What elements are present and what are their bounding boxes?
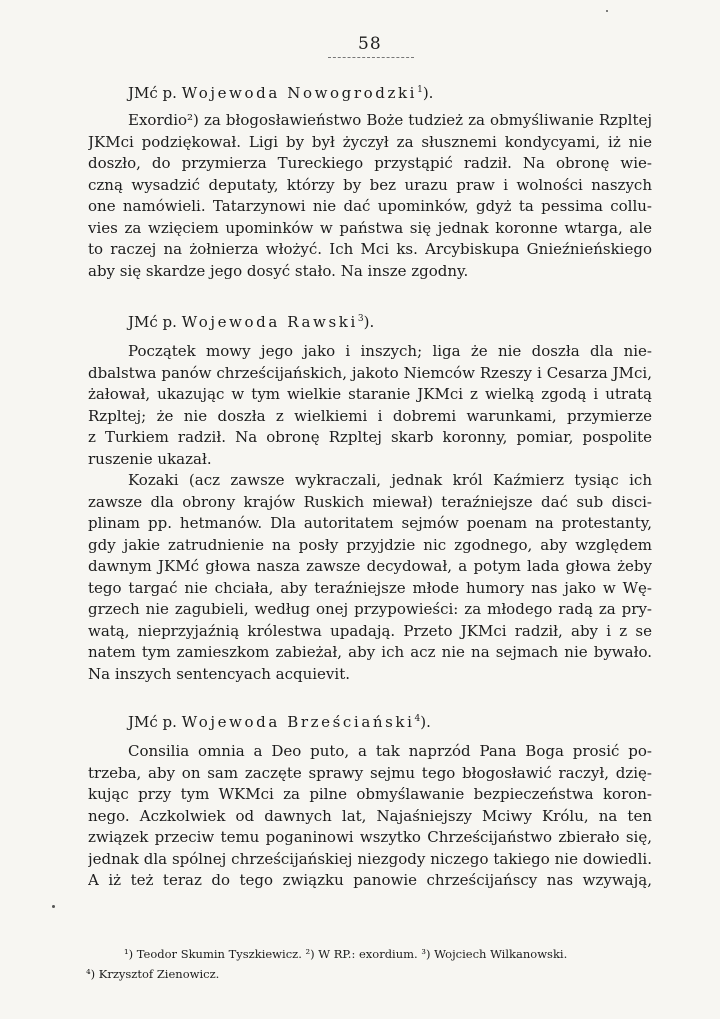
heading-prefix: JMć p.: [128, 713, 177, 731]
text-line: zawsze dla obrony krajów Ruskich miewał) teraźniejsze dać sub disci-: [88, 492, 652, 511]
heading-name: Wojewoda Nowogrodzki: [181, 84, 418, 102]
text-line: vies za wzięciem upominków w państwa się jednak koronne wtarga, ale: [88, 218, 652, 237]
page-number: 58: [358, 34, 382, 54]
heading-footnote-mark: 4: [414, 714, 421, 724]
footnotes: [86, 944, 652, 984]
heading-footnote-mark: 3: [357, 314, 364, 324]
text-line: związek przeciw temu poganinowi wszytko Chrześcijaństwo zbierało się,: [88, 828, 652, 846]
section-heading-nowogrodzki: [128, 82, 433, 104]
text-line: jednak dla spólnej chrześcijańskiej niezgody niczego takiego nie dowiedli.: [88, 849, 652, 868]
text-line: dawnym JKMć głowa nasza zawsze decydował, a potym lada głowa żeby: [88, 557, 652, 575]
text-line: to raczej na żołnierza włożyć. Ich Mci ks. Arcybiskupa Gnieźnieńskiego: [88, 240, 652, 258]
text-line: one namówieli. Tatarzynowi nie dać upominków, gdyż ta pessima collu-: [88, 197, 652, 215]
section-heading-brzescianski: [128, 711, 431, 733]
scan-speck: [52, 905, 55, 908]
text-line: grzech nie zagubieli, według onej przypowieści: za młodego radą za pry-: [88, 600, 652, 618]
heading-footnote-mark: 1: [417, 85, 423, 95]
text-line: Exordio²) za błogosławieństwo Boże tudzież za obmyśliwanie Rzpltej: [128, 111, 652, 129]
text-line: czną wysadzić deputaty, którzy by bez urazu praw i wolności naszych: [88, 175, 652, 194]
section-heading-rawski: [128, 311, 374, 333]
page-number-rule: [328, 57, 414, 58]
heading-prefix: JMć p.: [128, 84, 177, 102]
text-line: Rzpltej; że nie doszła z wielkiemi i dobremi warunkami, przymierze: [88, 406, 652, 425]
paragraph-brzescianski: [88, 741, 652, 892]
text-line: żałował, ukazując w tym wielkie staranie JKMci z wielką zgodą i utratą: [88, 385, 652, 403]
scan-speck: [606, 10, 608, 12]
text-line: z Turkiem radził. Na obronę Rzpltej skarb koronny, pomiar, pospolite: [88, 428, 652, 446]
text-line: trzeba, aby on sam zaczęte sprawy sejmu tego błogosławić raczył, dzię-: [88, 763, 652, 782]
heading-prefix: JMć p.: [128, 313, 177, 331]
text-line: Początek mowy jego jako i inszych; liga że nie doszła dla nie-: [128, 342, 652, 360]
text-line: dbalstwa panów chrześcijańskich, jakoto Niemców Rzeszy i Cesarza JMci,: [88, 363, 652, 382]
paragraph-rawski-1: [88, 341, 652, 470]
heading-suffix: ).: [422, 84, 434, 102]
text-line: ruszenie ukazał.: [88, 449, 212, 468]
text-line: Consilia omnia a Deo puto, a tak naprzód Pana Boga prosić po-: [128, 742, 652, 760]
text-line: A iż też teraz do tego związku panowie chrześcijańscy nas wzywają,: [88, 871, 652, 889]
text-line: doszło, do przymierza Tureckiego przystąpić radził. Na obronę wie-: [88, 154, 652, 172]
text-line: plinam pp. hetmanów. Dla autoritatem sejmów poenam na protestanty,: [88, 514, 652, 532]
text-line: kując przy tym WKMci za pilne obmyślawanie bezpieczeństwa koron-: [88, 785, 652, 803]
footnote-line: ¹) Teodor Skumin Tyszkiewicz. ²) W RP.: exordium. ³) Wojciech Wilkanowski.: [124, 947, 568, 961]
paragraph-rawski-2: [88, 470, 652, 685]
text-line: nego. Aczkolwiek od dawnych lat, Najaśniejszy Mciwy Królu, na ten: [88, 806, 652, 825]
text-line: Na inszych sentencyach acquievit.: [88, 664, 350, 683]
heading-name: Wojewoda Brześciański: [181, 713, 415, 731]
text-line: watą, nieprzyjaźnią królestwa upadają. Przeto JKMci radził, aby i z se: [88, 621, 652, 640]
text-line: natem tym zamieszkom zabieżał, aby ich acz nie na sejmach nie bywało.: [88, 643, 652, 661]
text-line: JKMci podziękował. Ligi by był życzył za słusznemi kondycyami, iż nie: [88, 132, 652, 151]
text-line: Kozaki (acz zawsze wykraczali, jednak król Kaźmierz tysiąc ich: [128, 471, 652, 489]
paragraph-nowogrodzki: [88, 110, 652, 282]
footnote-line: ⁴) Krzysztof Zienowicz.: [86, 967, 220, 981]
heading-suffix: ).: [363, 313, 375, 331]
text-line: gdy jakie zatrudnienie na posły przyjdzie nic zgodnego, aby względem: [88, 535, 652, 554]
text-line: tego targać nie chciała, aby teraźniejsze młode humory nas jako w Wę-: [88, 578, 652, 597]
heading-suffix: ).: [420, 713, 431, 731]
heading-name: Wojewoda Rawski: [181, 313, 358, 331]
text-line: aby się skardze jego dosyć stało. Na insze zgodny.: [88, 261, 469, 280]
